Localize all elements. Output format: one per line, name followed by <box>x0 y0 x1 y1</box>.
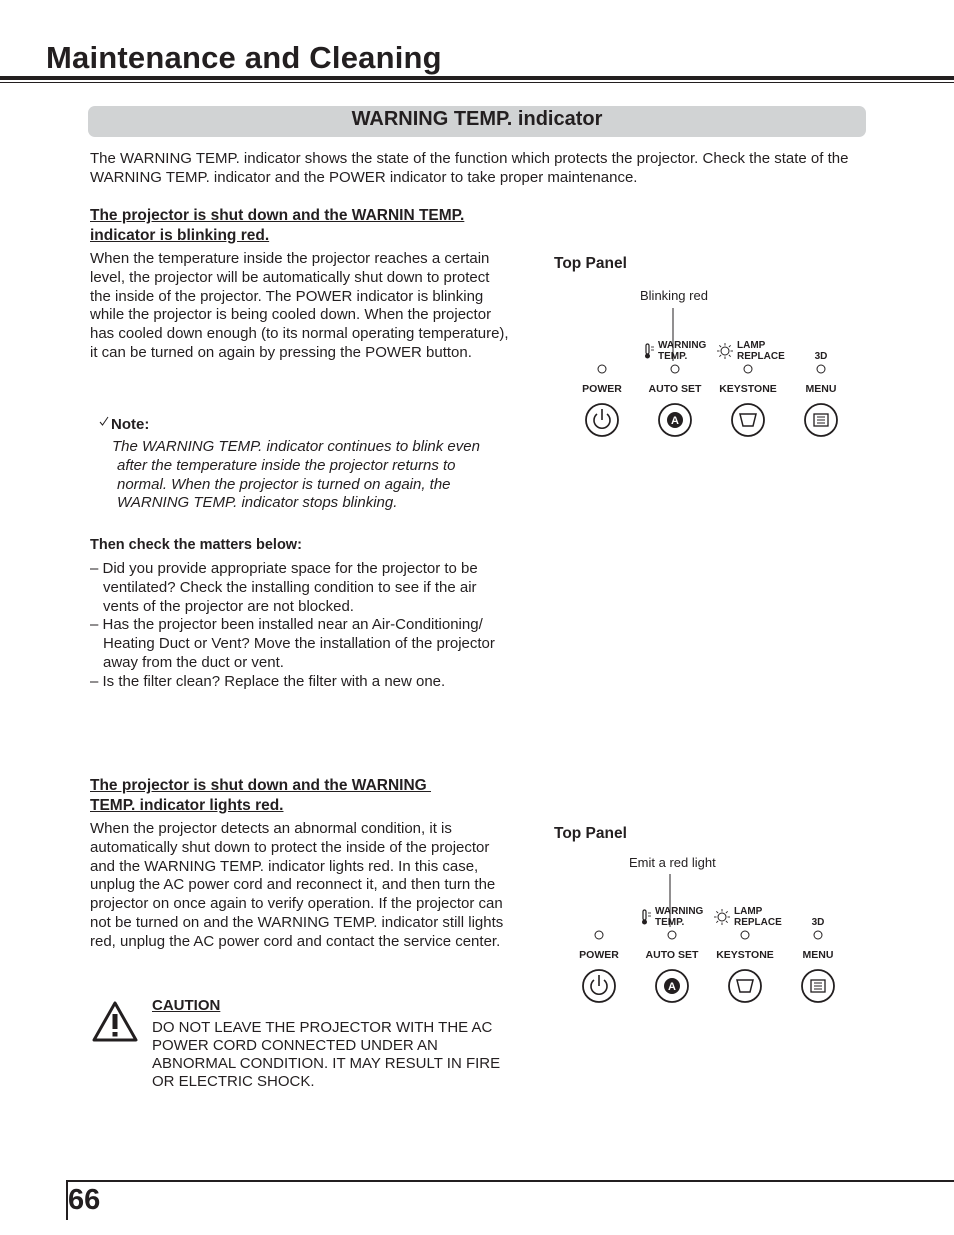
indicator-led <box>598 365 606 373</box>
auto-set-icon <box>667 412 683 428</box>
header-rule-thin <box>0 82 954 83</box>
note-line: WARNING TEMP. indicator stops blinking. <box>117 494 398 512</box>
button-label: KEYSTONE <box>716 949 774 961</box>
case2-body: When the projector detects an abnormal condition, it is automatically shut down to protect the inside of the projector and the WARNING TEMP. indicator lights red. In this case, unplug the AC power cord and reconnect it, and then turn the projector on once again to verify operation. If the projector can not be turned on and the WARNING TEMP. indicator still lights red, unplug the AC power cord and contact the service center. <box>90 820 504 950</box>
case1-heading-line2: indicator is blinking red. <box>90 226 270 244</box>
button-label: POWER <box>579 949 619 961</box>
indicator-led <box>814 931 822 939</box>
page-number: 66 <box>68 1184 101 1216</box>
temp-label: TEMP. <box>655 917 685 928</box>
warning-triangle-icon <box>92 1000 138 1042</box>
case1-body: When the temperature inside the projector reaches a certain level, the projector will be automatically shut down to protect the inside of the projector. The POWER indicator is blinking while the projector is being cooled down. When the projector has cooled down enough (to its normal operating temperature), it can be turned on again by pressing the POWER button. <box>90 250 509 361</box>
case1-heading <box>90 206 520 245</box>
footer-rule <box>66 1180 954 1182</box>
list-item: – Has the projector been installed near an Air-Conditioning/ Heating Duct or Vent? Move the installation of the projector away from the duct or vent. <box>90 616 495 671</box>
case1-heading-line1: The projector is shut down and the WARNIN TEMP. <box>90 207 465 224</box>
note-line: after the temperature inside the projector returns to <box>117 456 456 474</box>
button-label: KEYSTONE <box>719 383 777 395</box>
note-line: The WARNING TEMP. indicator continues to blink even <box>112 438 480 455</box>
indicator-led <box>671 365 679 373</box>
indicator-led <box>817 365 825 373</box>
auto-set-button[interactable] <box>656 970 688 1002</box>
top-panel-diagram <box>575 306 845 446</box>
caution-text: DO NOT LEAVE THE PROJECTOR WITH THE AC POWER CORD CONNECTED UNDER AN ABNORMAL CONDITION. IT MAY RESULT IN FIRE OR ELECTRIC SHOCK. <box>152 1019 501 1090</box>
list-item: – Did you provide appropriate space for the projector to be ventilated? Check the installing condition to see if the air vents of the projector are not blocked. <box>90 560 478 615</box>
indicator-led <box>741 931 749 939</box>
case2-heading-line2: TEMP. indicator lights red. <box>90 796 284 814</box>
power-button[interactable] <box>586 404 618 436</box>
case2-heading <box>90 776 520 815</box>
thermometer-icon <box>645 344 654 359</box>
thermometer-icon <box>642 910 651 925</box>
note-line: normal. When the projector is turned on again, the <box>117 475 451 493</box>
check-heading: Then check the matters below: <box>90 537 302 553</box>
top-panel-label: Top Panel <box>554 825 627 842</box>
button-label: MENU <box>805 383 837 395</box>
power-button[interactable] <box>583 970 615 1002</box>
note-text <box>112 438 512 513</box>
top-panel-label: Top Panel <box>554 255 627 272</box>
button-label: AUTO SET <box>648 383 702 395</box>
lamp-icon <box>717 343 733 359</box>
button-label: MENU <box>802 949 834 961</box>
callout-label: Emit a red light <box>629 855 716 870</box>
section-title: WARNING TEMP. indicator <box>351 108 603 130</box>
check-icon <box>98 416 110 428</box>
note-label: Note: <box>111 416 150 433</box>
auto-set-glyph: A <box>668 981 676 993</box>
page-title: Maintenance and Cleaning <box>46 40 442 75</box>
callout-label: Blinking red <box>640 288 708 303</box>
intro-paragraph: The WARNING TEMP. indicator shows the state of the function which protects the projector. Check the state of the WARNING TEMP. indicator and the POWER indicator to take proper maintenance. <box>90 150 849 186</box>
auto-set-glyph: A <box>671 415 679 427</box>
menu-button[interactable] <box>805 404 837 436</box>
keystone-button[interactable] <box>732 404 764 436</box>
lamp-icon <box>714 909 730 925</box>
auto-set-button[interactable] <box>659 404 691 436</box>
case2-heading-line1: The projector is shut down and the WARNING <box>90 777 432 794</box>
indicator-led <box>668 931 676 939</box>
list-item: – Is the filter clean? Replace the filter with a new one. <box>90 672 446 690</box>
keystone-button[interactable] <box>729 970 761 1002</box>
3d-label: 3D <box>814 351 828 362</box>
indicator-led <box>744 365 752 373</box>
check-list <box>90 560 510 692</box>
lamp-label: LAMP <box>734 906 763 917</box>
button-label: AUTO SET <box>645 949 699 961</box>
lamp-label: LAMP <box>737 340 766 351</box>
button-label: POWER <box>582 383 622 395</box>
header-rule <box>0 76 954 80</box>
replace-label: REPLACE <box>737 351 785 362</box>
indicator-led <box>595 931 603 939</box>
menu-button[interactable] <box>802 970 834 1002</box>
warning-label: WARNING <box>658 340 707 351</box>
warning-label: WARNING <box>655 906 704 917</box>
replace-label: REPLACE <box>734 917 782 928</box>
3d-label: 3D <box>811 917 825 928</box>
auto-set-icon <box>664 978 680 994</box>
caution-label: CAUTION <box>152 997 221 1014</box>
top-panel-diagram <box>572 872 842 1012</box>
temp-label: TEMP. <box>658 351 688 362</box>
